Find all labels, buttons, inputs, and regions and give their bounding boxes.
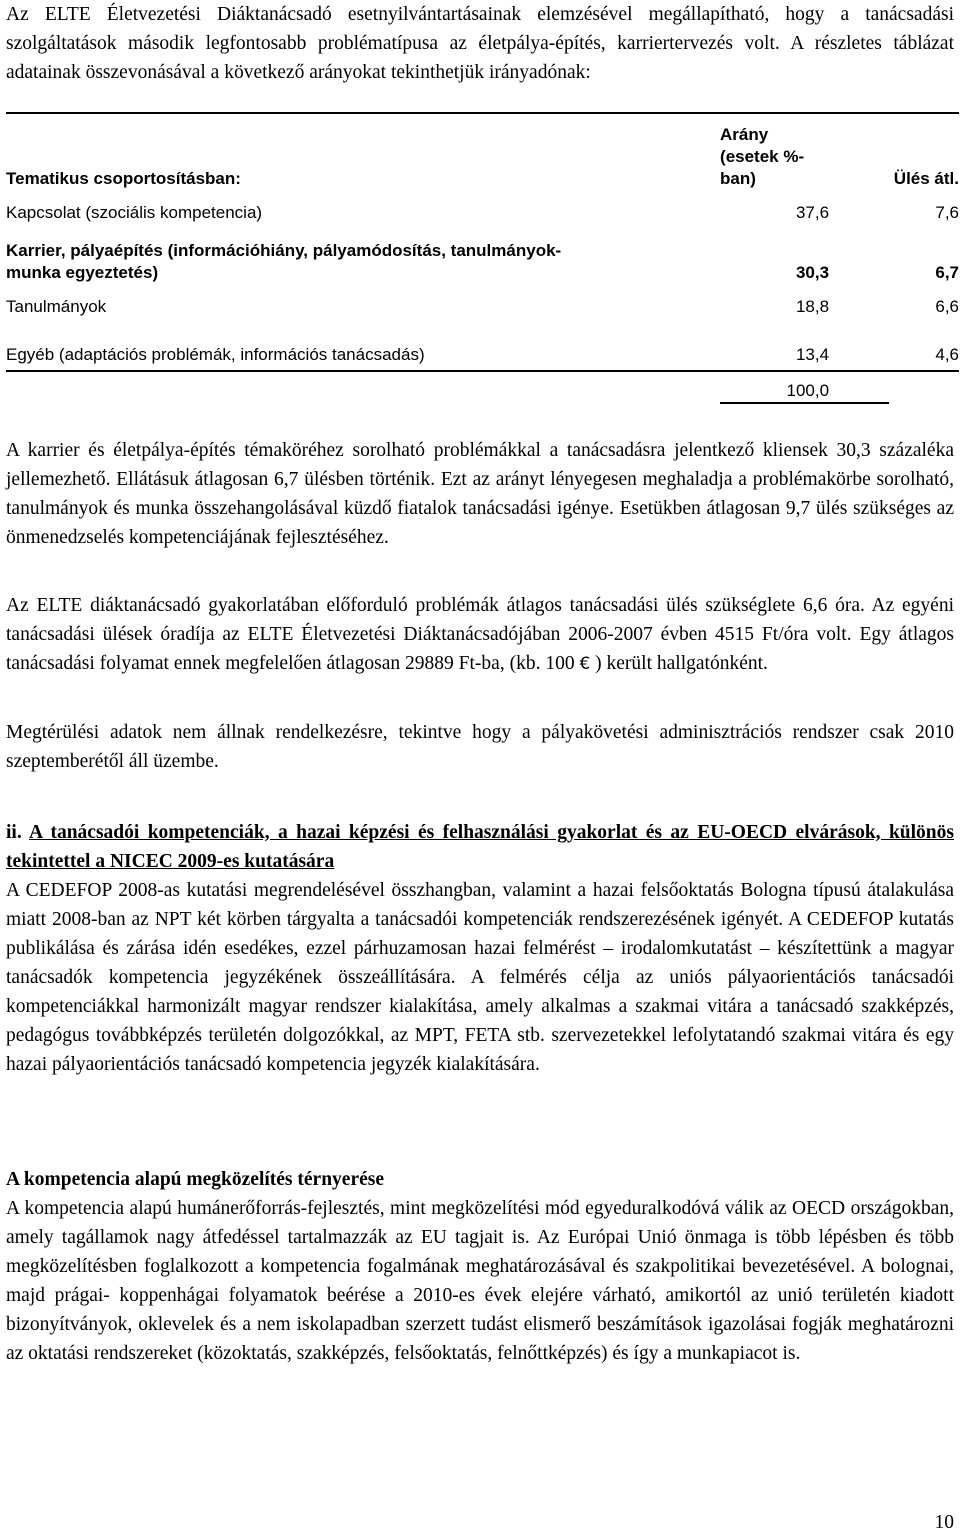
- page-number: 10: [934, 1512, 954, 1533]
- row-ratio: 13,4: [720, 322, 889, 371]
- table-row: [6, 194, 959, 228]
- table-total-row: [6, 371, 959, 403]
- row-label: Egyéb (adaptációs problémák, információs tanácsadás): [6, 322, 720, 371]
- section-ii-heading: ii. A tanácsadói kompetenciák, a hazai képzési és felhasználási gyakorlat és az EU-OECD elvárások, különös tekintettel a NICEC 2009-es kutatására: [6, 822, 954, 872]
- header-category: Tematikus csoportosításban:: [6, 113, 720, 194]
- section-ii: [6, 818, 954, 1079]
- section-competence-body: A kompetencia alapú humánerőforrás-fejlesztés, mint megközelítési mód egyeduralkodóvá válik az OECD országokban, amely tagállamok nagy átfedéssel tartalmazzák az EU tagjait is. Az Európai Unió önmaga is több lépésben és több megközelítésben foglalkozott a kompetencia fogalmának meghatározásával és szakpolitikai bevezetésével. A bolognai, majd prágai- koppenhágai folyamatok beérése a 2010-es évek elejére várható, amikortól az unió területén kiadott bizonyítványok, oklevelek és a nem iskolapadban szerzett tudást elismerő beszámítások igazolásai fogják meghatározni az oktatási rendszereket (közoktatás, szakképzés, felsőoktatás, felnőttképzés) és így a munkapiacot is.: [6, 1198, 954, 1364]
- paragraph-costs: Az ELTE diáktanácsadó gyakorlatában előforduló problémák átlagos tanácsadási ülés szükséglete 6,6 óra. Az egyéni tanácsadási ülések óradíja az ELTE Életvezetési Diáktanácsadójában 2006-2007 évben 4515 Ft/óra volt. Egy átlagos tanácsadási folyamat ennek megfelelően átlagosan 29889 Ft-ba, (kb. 100 € ) került hallgatónként.: [6, 595, 954, 674]
- row-avg: 7,6: [935, 203, 959, 222]
- euro-symbol: €: [579, 654, 591, 674]
- header-avg-sessions: Ülés átl.: [889, 113, 959, 194]
- row-ratio: 18,8: [795, 297, 830, 316]
- total-ratio: 100,0: [720, 371, 889, 403]
- row-avg: 6,6: [935, 297, 959, 316]
- row-label: Karrier, pályaépítés (információhiány, pályamódosítás, tanulmányok- munka egyeztetés): [6, 241, 562, 282]
- row-ratio: 37,6: [795, 203, 830, 222]
- paragraph-return: Megtérülési adatok nem állnak rendelkezésre, tekintve hogy a pályakövetési adminisztrációs rendszer csak 2010 szeptemberétől áll üzembe.: [6, 722, 954, 772]
- intro-paragraph: Az ELTE Életvezetési Diáktanácsadó esetnyilvántartásainak elemzésével megállapítható, hogy a tanácsadási szolgáltatások második legfontosabb problématípusa az életpálya-építés, karriertervezés volt. A részletes táblázat adatainak összevonásával a következő arányokat tekinthetjük irányadónak:: [6, 4, 954, 83]
- row-ratio: 30,3: [795, 263, 830, 282]
- section-competence-heading: A kompetencia alapú megközelítés térnyerése: [6, 1169, 385, 1190]
- section-competence: [6, 1165, 954, 1368]
- table-row: [6, 288, 959, 322]
- row-avg: 6,7: [935, 263, 959, 282]
- ratio-table: [6, 112, 959, 404]
- header-ratio: Arány (esetek %- ban): [720, 113, 889, 194]
- paragraph-block-1: [6, 436, 954, 552]
- row-label: Kapcsolat (szociális kompetencia): [6, 203, 263, 222]
- paragraph-block-2: [6, 591, 954, 679]
- table-header-row: [6, 113, 959, 194]
- table-row: [6, 322, 959, 371]
- section-ii-body: A CEDEFOP 2008-as kutatási megrendelésével összhangban, valamint a hazai felsőoktatás Bologna típusú átalakulása miatt 2008-ban az NPT két körben tárgyalta a tanácsadói kompetenciák rendszerezésének igényét. A CEDEFOP kutatás publikálása és zárása idén esedékes, ezzel párhuzamosan hazai felmérést – irodalomkutatást – készítettünk a magyar tanácsadók kompetencia jegyzékének összeállítására. A felmérés célja az uniós pályaorientációs tanácsadói kompetenciákkal harmonizált magyar rendszer kialakítása, amely alkalmas a szakmai vitára a tanácsadó szakképzés, pedagógus továbbképzés területén dolgozókkal, az MPT, FETA stb. szervezetekkel lefolytatandó szakmai vitára és egy hazai pályaorientációs tanácsadó kompetencia jegyzék kialakítására.: [6, 880, 954, 1075]
- paragraph-career: A karrier és életpálya-építés témaköréhez sorolható problémákkal a tanácsadásra jelentkező kliensek 30,3 százaléka jellemezhető. Ellátásuk átlagosan 6,7 ülésben történik. Ezt az arányt lényegesen meghaladja a problémakörbe sorolható, tanulmányok és munka összehangolásával küzdő fiatalok tanácsadási igénye. Esetükben átlagosan 9,7 ülés szükséges az önmenedzselés kompetenciájának fejlesztéséhez.: [6, 440, 954, 548]
- row-label: Tanulmányok: [6, 297, 107, 316]
- table-row: [6, 228, 959, 288]
- paragraph-block-3: [6, 718, 954, 776]
- row-avg: 4,6: [889, 322, 959, 371]
